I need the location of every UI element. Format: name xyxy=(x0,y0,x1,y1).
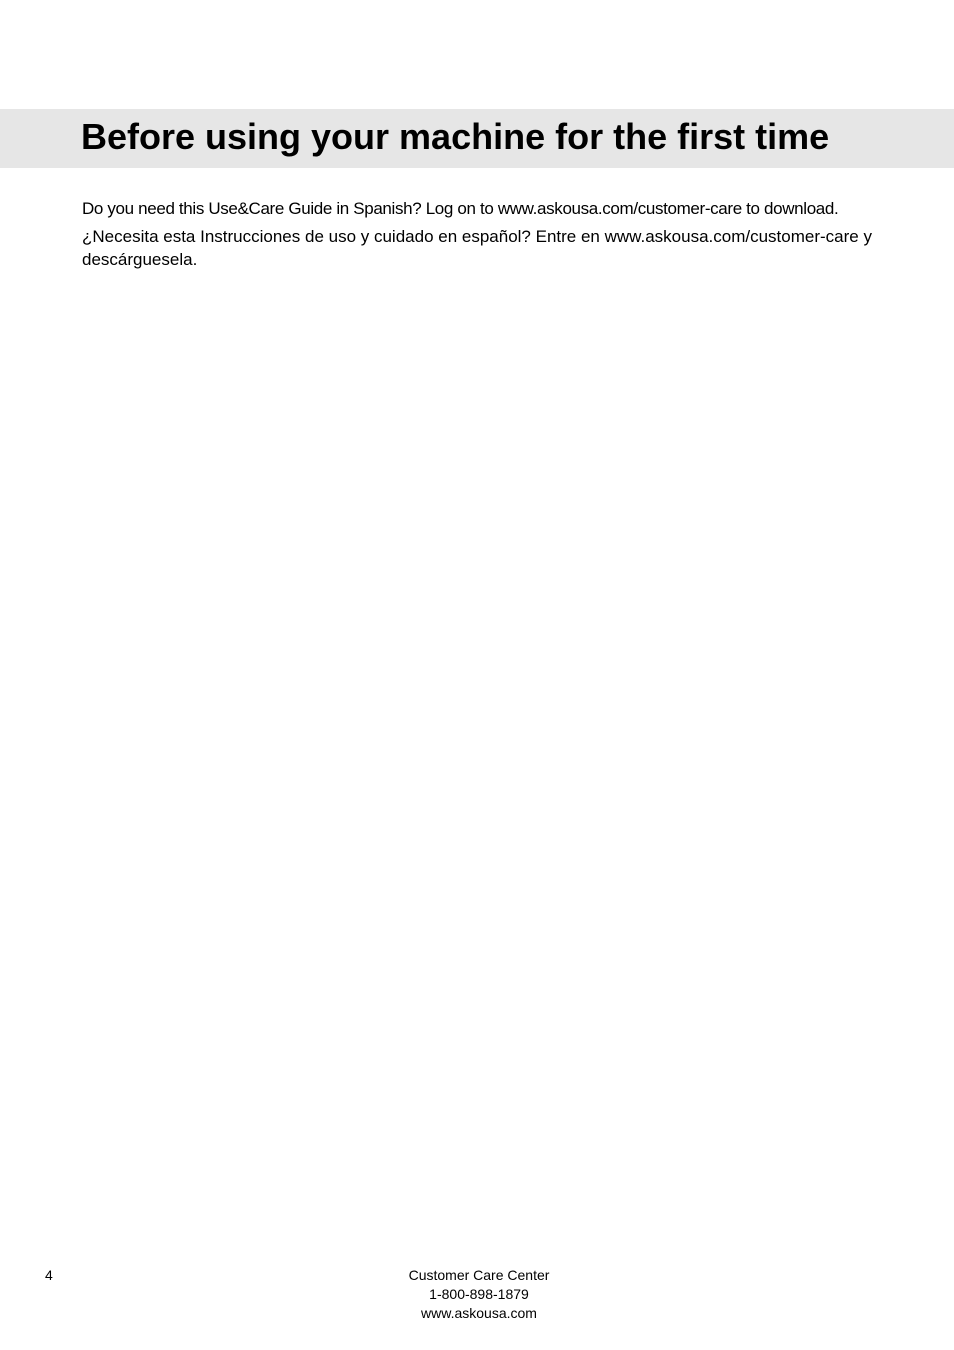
spanish-guide-notice-en: Do you need this Use&Care Guide in Spanish? Log on to www.askousa.com/customer-care to download. xyxy=(82,199,839,218)
footer-center-name: Customer Care Center xyxy=(408,1267,550,1283)
footer-website: www.askousa.com xyxy=(421,1305,537,1321)
footer-contact xyxy=(377,1266,581,1323)
page-title: Before using your machine for the first time xyxy=(81,116,830,157)
footer-phone: 1-800-898-1879 xyxy=(429,1286,529,1302)
spanish-guide-notice-es: ¿Necesita esta Instrucciones de uso y cuidado en español? Entre en www.askousa.com/customer-care y descárguesela. xyxy=(82,227,872,269)
page-number: 4 xyxy=(45,1267,53,1283)
page-content xyxy=(82,197,882,276)
